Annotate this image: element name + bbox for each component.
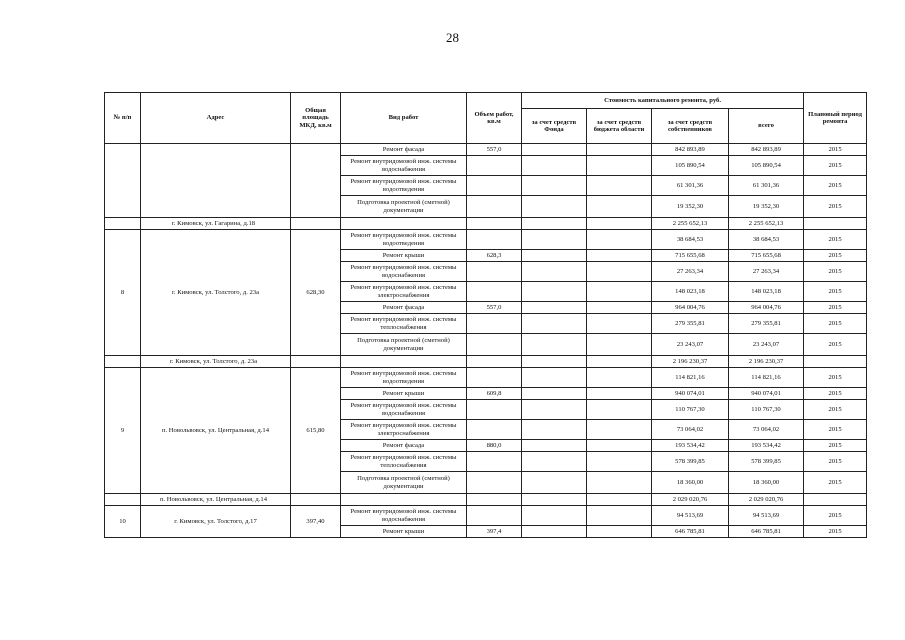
header-work: Вид работ [341, 93, 467, 144]
cell-period [804, 356, 867, 368]
cell-period: 2015 [804, 440, 867, 452]
cell-work: Ремонт фасада [341, 144, 467, 156]
cell-total: 715 655,68 [729, 250, 804, 262]
header-cost-group: Стоимость капитального ремонта, руб. [522, 93, 804, 109]
cell-total: 61 301,36 [729, 176, 804, 196]
cell-fund [522, 334, 587, 356]
cell-fund [522, 144, 587, 156]
cell-fund [522, 400, 587, 420]
cell-period: 2015 [804, 144, 867, 156]
cell-budget [587, 176, 652, 196]
header-volume: Объем работ, кв.м [467, 93, 522, 144]
cell-total: 23 243,07 [729, 334, 804, 356]
cell-total: 2 255 652,13 [729, 218, 804, 230]
cell-volume [467, 282, 522, 302]
cell-total: 94 513,69 [729, 506, 804, 526]
cell-work [341, 218, 467, 230]
cell-total: 578 399,85 [729, 452, 804, 472]
cell-budget [587, 144, 652, 156]
cell-own: 18 360,00 [652, 472, 729, 494]
cell-address: п. Новольвовск, ул. Центральная, д.14 [141, 494, 291, 506]
cell-work: Ремонт внутридомовой инж. системы водоотведения [341, 176, 467, 196]
cell-period: 2015 [804, 452, 867, 472]
cell-budget [587, 196, 652, 218]
cell-budget [587, 388, 652, 400]
cell-fund [522, 506, 587, 526]
cell-own: 193 534,42 [652, 440, 729, 452]
cell-volume [467, 356, 522, 368]
cell-fund [522, 356, 587, 368]
cell-volume [467, 494, 522, 506]
cell-fund [522, 196, 587, 218]
cell-period: 2015 [804, 472, 867, 494]
cell-budget [587, 156, 652, 176]
cell-volume [467, 506, 522, 526]
page-number: 28 [446, 30, 459, 45]
cell-total: 114 821,16 [729, 368, 804, 388]
cell-total: 73 064,02 [729, 420, 804, 440]
header-own: за счет средств собственников [652, 109, 729, 144]
cell-own: 2 029 020,76 [652, 494, 729, 506]
cell-budget [587, 302, 652, 314]
cell-address: г. Кимовск, ул. Толстого, д.17 [141, 506, 291, 538]
cell-fund [522, 368, 587, 388]
cell-fund [522, 494, 587, 506]
cell-num: 9 [105, 368, 141, 494]
cell-work: Ремонт внутридомовой инж. системы электроснабжения [341, 420, 467, 440]
cell-volume: 557,0 [467, 302, 522, 314]
cell-budget [587, 282, 652, 302]
cell-fund [522, 250, 587, 262]
cell-total: 279 355,81 [729, 314, 804, 334]
cell-total: 2 196 230,37 [729, 356, 804, 368]
cell-own: 279 355,81 [652, 314, 729, 334]
cell-work: Ремонт фасада [341, 440, 467, 452]
cell-period [804, 494, 867, 506]
cell-volume [467, 420, 522, 440]
cell-num: 8 [105, 230, 141, 356]
table-row [105, 230, 867, 250]
cell-work [341, 494, 467, 506]
capital-repair-table [104, 92, 867, 538]
cell-volume [467, 472, 522, 494]
cell-period: 2015 [804, 230, 867, 250]
cell-area [291, 144, 341, 218]
cell-period: 2015 [804, 156, 867, 176]
cell-address: г. Кимовск, ул. Гагарина, д.18 [141, 218, 291, 230]
cell-fund [522, 262, 587, 282]
cell-budget [587, 420, 652, 440]
cell-own: 715 655,68 [652, 250, 729, 262]
cell-address: п. Новольвовск, ул. Центральная, д.14 [141, 368, 291, 494]
cell-address [141, 144, 291, 218]
cell-own: 27 263,34 [652, 262, 729, 282]
cell-own: 73 064,02 [652, 420, 729, 440]
cell-work: Ремонт внутридомовой инж. системы водоотведения [341, 230, 467, 250]
cell-own: 23 243,07 [652, 334, 729, 356]
cell-work: Ремонт внутридомовой инж. системы водоснабжения [341, 506, 467, 526]
cell-fund [522, 302, 587, 314]
cell-area [291, 494, 341, 506]
cell-own: 114 821,16 [652, 368, 729, 388]
cell-period: 2015 [804, 388, 867, 400]
subtotal-row [105, 494, 867, 506]
cell-address: г. Кимовск, ул. Толстого, д. 23а [141, 230, 291, 356]
cell-work: Ремонт внутридомовой инж. системы водоснабжения [341, 262, 467, 282]
cell-period: 2015 [804, 262, 867, 282]
cell-budget [587, 314, 652, 334]
cell-total: 110 767,30 [729, 400, 804, 420]
cell-period: 2015 [804, 506, 867, 526]
cell-total: 105 890,54 [729, 156, 804, 176]
cell-volume [467, 334, 522, 356]
cell-own: 19 352,30 [652, 196, 729, 218]
header-budget: за счет средств бюджета области [587, 109, 652, 144]
cell-work: Ремонт внутридомовой инж. системы электроснабжения [341, 282, 467, 302]
cell-own: 646 785,81 [652, 526, 729, 538]
cell-fund [522, 176, 587, 196]
cell-fund [522, 218, 587, 230]
cell-work: Ремонт внутридомовой инж. системы теплоснабжения [341, 314, 467, 334]
cell-own: 940 074,01 [652, 388, 729, 400]
cell-period: 2015 [804, 334, 867, 356]
subtotal-row [105, 218, 867, 230]
cell-volume [467, 400, 522, 420]
cell-own: 578 399,85 [652, 452, 729, 472]
cell-own: 842 893,89 [652, 144, 729, 156]
cell-budget [587, 440, 652, 452]
cell-area: 615,80 [291, 368, 341, 494]
table-row [105, 506, 867, 526]
cell-budget [587, 472, 652, 494]
cell-num: 10 [105, 506, 141, 538]
cell-volume: 628,3 [467, 250, 522, 262]
table-row [105, 368, 867, 388]
cell-work: Ремонт внутридомовой инж. системы теплоснабжения [341, 452, 467, 472]
cell-volume [467, 218, 522, 230]
cell-work: Ремонт фасада [341, 302, 467, 314]
cell-work [341, 356, 467, 368]
cell-area: 628,30 [291, 230, 341, 356]
cell-total: 842 893,89 [729, 144, 804, 156]
cell-period: 2015 [804, 196, 867, 218]
cell-own: 2 196 230,37 [652, 356, 729, 368]
cell-volume [467, 230, 522, 250]
cell-total: 193 534,42 [729, 440, 804, 452]
cell-fund [522, 230, 587, 250]
cell-num [105, 356, 141, 368]
cell-budget [587, 250, 652, 262]
cell-total: 2 029 020,76 [729, 494, 804, 506]
cell-budget [587, 356, 652, 368]
cell-fund [522, 282, 587, 302]
cell-budget [587, 494, 652, 506]
cell-work: Ремонт крыши [341, 250, 467, 262]
cell-volume: 397,4 [467, 526, 522, 538]
cell-work: Ремонт крыши [341, 526, 467, 538]
cell-budget [587, 262, 652, 282]
cell-volume [467, 262, 522, 282]
cell-address: г. Кимовск, ул. Толстого, д. 23а [141, 356, 291, 368]
cell-total: 148 023,18 [729, 282, 804, 302]
header-address: Адрес [141, 93, 291, 144]
cell-budget [587, 506, 652, 526]
cell-num [105, 218, 141, 230]
cell-fund [522, 156, 587, 176]
cell-period: 2015 [804, 368, 867, 388]
cell-fund [522, 472, 587, 494]
cell-volume [467, 314, 522, 334]
cell-period: 2015 [804, 314, 867, 334]
cell-budget [587, 526, 652, 538]
cell-period: 2015 [804, 282, 867, 302]
cell-fund [522, 452, 587, 472]
cell-period: 2015 [804, 250, 867, 262]
cell-own: 38 684,53 [652, 230, 729, 250]
cell-period: 2015 [804, 400, 867, 420]
cell-own: 94 513,69 [652, 506, 729, 526]
cell-fund [522, 420, 587, 440]
cell-period: 2015 [804, 176, 867, 196]
cell-budget [587, 334, 652, 356]
cell-work: Ремонт крыши [341, 388, 467, 400]
cell-own: 110 767,30 [652, 400, 729, 420]
cell-own: 964 004,76 [652, 302, 729, 314]
cell-period [804, 218, 867, 230]
cell-own: 61 301,36 [652, 176, 729, 196]
cell-volume: 880,0 [467, 440, 522, 452]
table-body [105, 144, 867, 538]
cell-total: 38 684,53 [729, 230, 804, 250]
cell-work: Ремонт внутридомовой инж. системы водоснабжения [341, 400, 467, 420]
cell-own: 148 023,18 [652, 282, 729, 302]
cell-fund [522, 440, 587, 452]
cell-work: Ремонт внутридомовой инж. системы водоснабжения [341, 156, 467, 176]
cell-budget [587, 368, 652, 388]
cell-area [291, 356, 341, 368]
cell-volume [467, 156, 522, 176]
cell-area [291, 218, 341, 230]
cell-work: Подготовка проектной (сметной) документации [341, 472, 467, 494]
cell-volume [467, 176, 522, 196]
header-area: Общая площадь МКД, кв.м [291, 93, 341, 144]
cell-num [105, 494, 141, 506]
cell-volume [467, 452, 522, 472]
header-fund: за счет средств Фонда [522, 109, 587, 144]
cell-work: Подготовка проектной (сметной) документации [341, 196, 467, 218]
header-period: Плановый период ремонта [804, 93, 867, 144]
cell-budget [587, 400, 652, 420]
cell-own: 2 255 652,13 [652, 218, 729, 230]
cell-period: 2015 [804, 526, 867, 538]
cell-volume [467, 368, 522, 388]
cell-volume: 557,0 [467, 144, 522, 156]
cell-total: 940 074,01 [729, 388, 804, 400]
cell-volume [467, 196, 522, 218]
cell-volume: 609,8 [467, 388, 522, 400]
cell-total: 19 352,30 [729, 196, 804, 218]
cell-budget [587, 230, 652, 250]
cell-work: Ремонт внутридомовой инж. системы водоотведения [341, 368, 467, 388]
cell-num [105, 144, 141, 218]
cell-total: 964 004,76 [729, 302, 804, 314]
subtotal-row [105, 356, 867, 368]
table-row [105, 144, 867, 156]
cell-fund [522, 314, 587, 334]
cell-budget [587, 218, 652, 230]
cell-fund [522, 388, 587, 400]
header-num: № п/п [105, 93, 141, 144]
cell-work: Подготовка проектной (сметной) документации [341, 334, 467, 356]
header-total: всего [729, 109, 804, 144]
cell-period: 2015 [804, 420, 867, 440]
cell-fund [522, 526, 587, 538]
cell-budget [587, 452, 652, 472]
cell-total: 27 263,34 [729, 262, 804, 282]
cell-own: 105 890,54 [652, 156, 729, 176]
cell-area: 397,40 [291, 506, 341, 538]
cell-period: 2015 [804, 302, 867, 314]
cell-total: 18 360,00 [729, 472, 804, 494]
cell-total: 646 785,81 [729, 526, 804, 538]
